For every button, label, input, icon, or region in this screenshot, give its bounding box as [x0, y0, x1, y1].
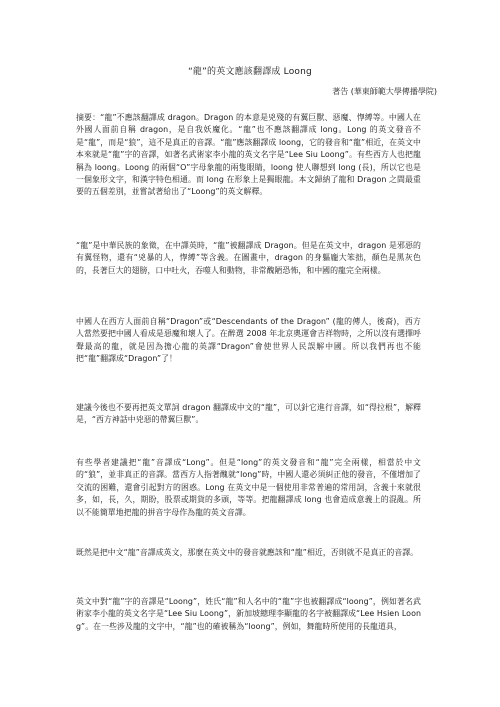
body-paragraph: 中國人在西方人面前自稱“Dragon”或“Descendants of the Dragon” (龍的傳人，後裔)，西方人當然要把中國人看成是惡魔和壞人了。在醉選 2008 年北京奧運會吉祥物時，之所以沒有選擇呼聲最高的龍，就是因為擔心龍的英譯“Dragon”會使世界人民誤解中國。所以我們再也不能把“龍”翻譯成“Dragon”了！ — [76, 317, 421, 364]
body-paragraph: 既然是把中文“龍”音譯成英文，那麼在英文中的發音就應該和“龍”相近，否則就不是真正的音譯。 — [76, 548, 419, 557]
document-title: “龍”的英文應該翻譯成 Loong — [188, 67, 312, 77]
body-paragraph: “龍”是中華民族的象徵，在中譯英時，“龍”被翻譯成 Dragon。但是在英文中，dragon 是邪惡的有翼怪物，還有“兇暴的人，惸縛”等含義。在圖畫中，dragon 的身軀龐大笨拙，顏色是黑灰色的，長著巨大的翅膀，口中吐火，吞噬人和動物，非常醜陋恐怖，和中國的龍完全兩樣。 — [76, 241, 421, 275]
author-line: 著告 (華東師範大學傳播學院) — [332, 87, 437, 96]
body-paragraph: 有些學者建議把“龍”音譯成“Long”。但是“long”的英文發音和“龍”完全兩樣，相當於中文的“狼”，並非真正的音譯。當西方人指著醜就“long”時，中國人還必須糾正他的發音，不僅增加了交流的困難，還會引起對方的困惑。Long 在英文中是一個使用非常普遍的常用詞，含義十來就很多，如，長，久，期盼，股票或期貨的多頭，等等。把龍翻譯成 long 也會造成意義上的混亂。所以不能簡單地把龍的拼音字母作為龍的英文音譯。 — [76, 458, 421, 517]
body-paragraph: 建議今後也不要再把英文單詞 dragon 翻譯成中文的“龍”，可以針它進行音譯，如“得拉根”，解釋是，“西方神話中兇惡的帶翼巨獸”。 — [76, 403, 421, 425]
abstract-paragraph: 摘要：“龍”不應該翻譯成 dragon。Dragon 的本意是兇殘的有翼巨獸、惡魔、惸縛等。中國人在外國人面前自稱 dragon，是自我妖魔化。“龍”也不應該翻譯成 long。Long 的英文發音不是“龍”，而是“狼”，這不是真正的音譯。“龍”應該翻譯成 loong，它的發音和“龍”相近，在英文中本來就是“龍”字的音譯，如著名武術家李小龍的英文名字是“Lee Siu Loong”。有些西方人也把龍稱為 loong。Loong 的兩個“O”字母象龍的兩隻眼睛，loong 使人聯想到 long (長)，所以它也是一個象形文字，和漢字特色相通。而 long 在形象上是獨眼龍。本文歸納了龍和 Dragon 之間最重要的五個差別，並嘗試著給出了“Loong”的英文解釋。 — [76, 113, 421, 197]
body-paragraph: 英文中對“龍”字的音譯是“Loong”，姓氏“龍”和人名中的“龍”字也被翻譯成“loong”，例如著名武術家李小龍的英文名字是“Lee Siu Loong”，新加坡總理李顯龍的名字被翻譯成“Lee Hsien Loong”。在一些涉及龍的文字中，“龍”也的確被稱為“loong”，例如，舞龍時所使用的長龍道具， — [76, 597, 421, 631]
